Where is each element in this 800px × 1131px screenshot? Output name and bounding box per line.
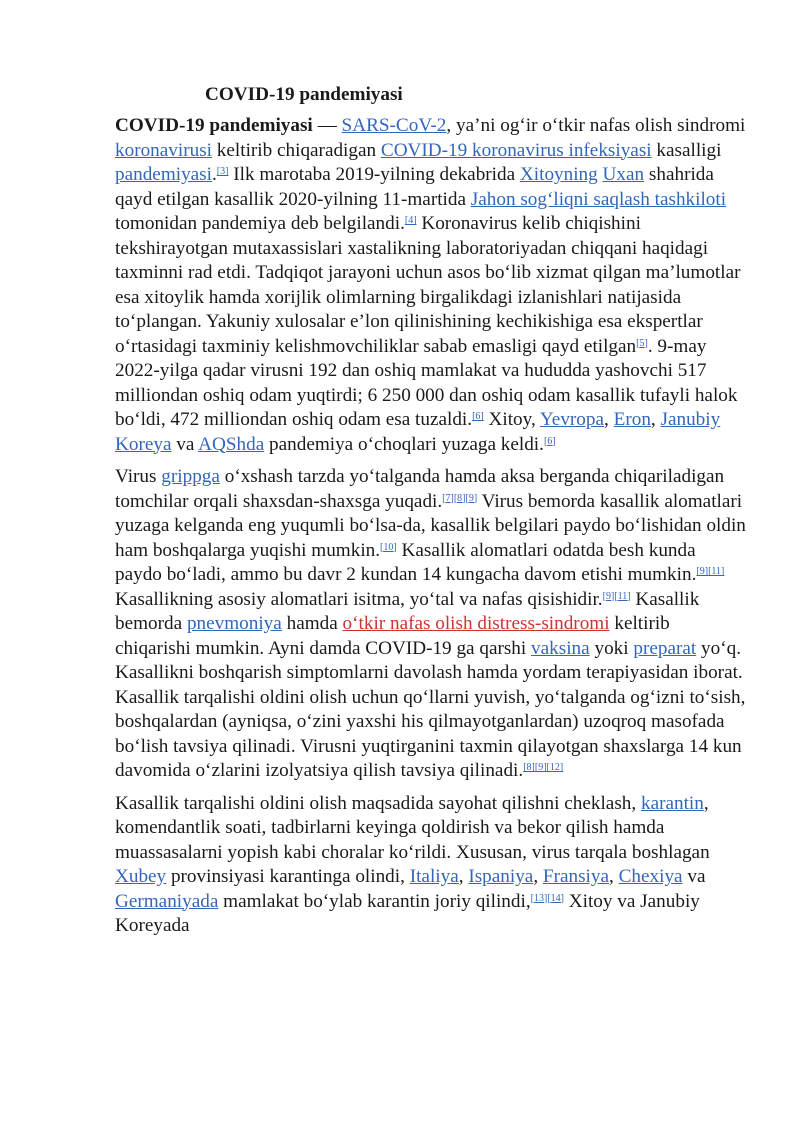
text: Kasallik alomatlari odatda besh kunda paydo bo‘ladi, ammo bu davr 2 kundan 14 kungacha davom etishi mumkin. <box>115 539 697 585</box>
text: Virus <box>115 466 162 487</box>
text: keltirib chiqaradigan <box>212 139 381 161</box>
link-sars-cov-2[interactable]: SARS-CoV-2 <box>341 115 447 136</box>
text: Kasallik bemorda <box>115 588 700 634</box>
page-title: COVID-19 pandemiyasi <box>205 84 403 105</box>
text: pandemiya o‘choqlari yuzaga keldi. <box>264 433 544 455</box>
text: kasalligi <box>651 139 722 161</box>
ref-6[interactable]: [6] <box>543 435 556 447</box>
link-chexiya[interactable]: Chexiya <box>618 866 683 887</box>
paragraph-2 <box>115 465 747 784</box>
article <box>115 82 747 947</box>
ref-8[interactable]: [8] <box>453 492 466 504</box>
text: . 9-may 2022-yilga qadar virusni 192 dan oshiq mamlakat va hududda yashovchi 517 milliondan oshiq odam yuqtirdi; 6 250 000 dan oshiq odam kasallik tufayli halok bo‘ldi, 472 milliondan oshiq odam esa tuzaldi. <box>115 335 738 430</box>
text: Ilk marotaba 2019-yilning dekabrida <box>228 164 520 185</box>
link-karantin[interactable]: karantin <box>640 792 704 814</box>
paragraph-1 <box>115 114 747 457</box>
text: Virus bemorda kasallik alomatlari yuzaga kelganda eng yuqumli bo‘lsa-da, kasallik belgilari paydo bo‘lishidan oldin ham boshqalarga yuqishi mumkin. <box>115 490 746 561</box>
text: keltirib chiqarishi mumkin. Ayni damda COVID-19 ga qarshi <box>115 613 670 659</box>
lead-bold-term: COVID-19 pandemiyasi <box>115 115 313 136</box>
link-xubey[interactable]: Xubey <box>115 866 167 887</box>
text: . <box>211 164 217 185</box>
link-distress-sindromi[interactable]: o‘tkir nafas olish distress-sindromi <box>342 613 610 634</box>
ref-6[interactable]: [6] <box>472 411 484 422</box>
ref-4[interactable]: [4] <box>404 215 417 226</box>
text: Koronavirus kelib chiqishini tekshirayotgan mutaxassislari xastalikning laboratoriyadan chiqqani haqidagi taxminni rad etdi. Tadqiqot jarayoni uchun asos bo‘lib xizmat qilgan ma’lumotlar esa xitoylik hamda xorijlik olimlarning birgalikdagi izlanishlari natijasida to‘plangan. Yakuniy xulosalar e’lon qilinishining kechikishiga esa ekspertlar o‘rtasidagi taxminiy kelishmovchiliklar sabab emasligi qayd etilgan <box>115 213 741 357</box>
paragraph-3 <box>115 792 747 939</box>
ref-12[interactable]: [12] <box>546 762 564 773</box>
link-jahon-sogliqni-saqlash[interactable]: Jahon sog‘liqni saqlash tashkiloti <box>470 188 727 210</box>
text: Kasallik tarqalishi oldini olish maqsadida sayohat qilishni cheklash, <box>115 792 641 814</box>
text: hamda <box>281 613 343 634</box>
ref-14[interactable]: [14] <box>547 892 564 904</box>
text: tomonidan pandemiya deb belgilandi. <box>115 213 405 234</box>
link-eron[interactable]: Eron <box>613 409 651 430</box>
ref-9[interactable]: [9] <box>534 762 547 773</box>
ref-3[interactable]: [3] <box>216 166 229 177</box>
text: Xitoy, <box>483 409 540 430</box>
text: shahrida qayd etilgan kasallik 2020-yilning 11-martida <box>115 164 714 210</box>
link-aqshda[interactable]: AQShda <box>198 433 265 455</box>
text: , <box>533 866 543 887</box>
link-pandemiyasi[interactable]: pandemiyasi <box>115 164 212 185</box>
ref-9[interactable]: [9] <box>696 566 709 577</box>
link-italiya[interactable]: Italiya <box>409 866 459 887</box>
text: va <box>682 866 706 887</box>
text: provinsiyasi karantinga olindi, <box>166 866 410 887</box>
link-germaniyada[interactable]: Germaniyada <box>115 890 219 912</box>
text: , komendantlik soati, tadbirlarni keyinga qoldirish va bekor qilish hamda muassasalarni yopish kabi choralar ko‘rildi. Xususan, virus tarqala boshlagan <box>115 792 710 863</box>
link-koronavirusi[interactable]: koronavirusi <box>115 139 212 161</box>
link-yevropa[interactable]: Yevropa <box>539 409 605 430</box>
ref-5[interactable]: [5] <box>636 337 648 349</box>
ref-11[interactable]: [11] <box>708 566 725 577</box>
text: yoki <box>589 637 634 659</box>
ref-7[interactable]: [7] <box>442 492 454 504</box>
link-uxan[interactable]: Uxan <box>602 164 645 185</box>
text: yo‘q. Kasallikni boshqarish simptomlarni davolash hamda yordam terapiyasidan iborat. Kasallik tarqalishi oldini olish uchun qo‘llarni yuvish, yo‘talganda og‘izni to‘sish, boshqalardan (ayniqsa, o‘zini yaxshi his qilmayotganlardan) uzoqroq masofada bo‘lish tavsiya qilinadi. Virusni yuqtirganini taxmin qilayotgan shaxslarga 14 kun davomida o‘zlarini izolyatsiya qilish tavsiya qilinadi. <box>115 637 746 781</box>
link-xitoyning[interactable]: Xitoyning <box>519 164 598 185</box>
ref-9[interactable]: [9] <box>602 590 615 602</box>
text: o‘xshash tarzda yo‘talganda hamda aksa berganda chiqariladigan tomchilar orqali shaxsdan-shaxsga yuqadi. <box>115 466 725 512</box>
text: , <box>458 866 469 887</box>
text: , <box>604 409 614 430</box>
link-vaksina[interactable]: vaksina <box>531 637 590 659</box>
link-pnevmoniya[interactable]: pnevmoniya <box>186 613 282 634</box>
link-covid-infeksiyasi[interactable]: COVID-19 koronavirus infeksiyasi <box>380 139 652 161</box>
ref-8[interactable]: [8] <box>523 762 535 773</box>
link-preparat[interactable]: preparat <box>633 637 697 659</box>
link-ispaniya[interactable]: Ispaniya <box>468 866 534 887</box>
text: , <box>609 866 619 887</box>
text: , <box>650 409 661 430</box>
ref-11[interactable]: [11] <box>614 590 631 602</box>
text: — <box>312 115 342 136</box>
text: Xitoy va Janubiy Koreyada <box>115 890 700 936</box>
link-grippga[interactable]: grippga <box>161 466 220 487</box>
link-janubiy-koreya[interactable]: Janubiy Koreya <box>115 409 721 455</box>
ref-13[interactable]: [13] <box>530 892 548 904</box>
ref-10[interactable]: [10] <box>380 541 397 553</box>
text: va <box>171 433 199 455</box>
link-fransiya[interactable]: Fransiya <box>542 866 610 887</box>
text: mamlakat bo‘ylab karantin joriy qilindi, <box>218 890 531 912</box>
ref-9[interactable]: [9] <box>465 492 478 504</box>
text: , ya’ni og‘ir o‘tkir nafas olish sindromi <box>446 115 746 136</box>
text: Kasallikning asosiy alomatlari isitma, yo‘tal va nafas qisishidir. <box>115 588 603 610</box>
